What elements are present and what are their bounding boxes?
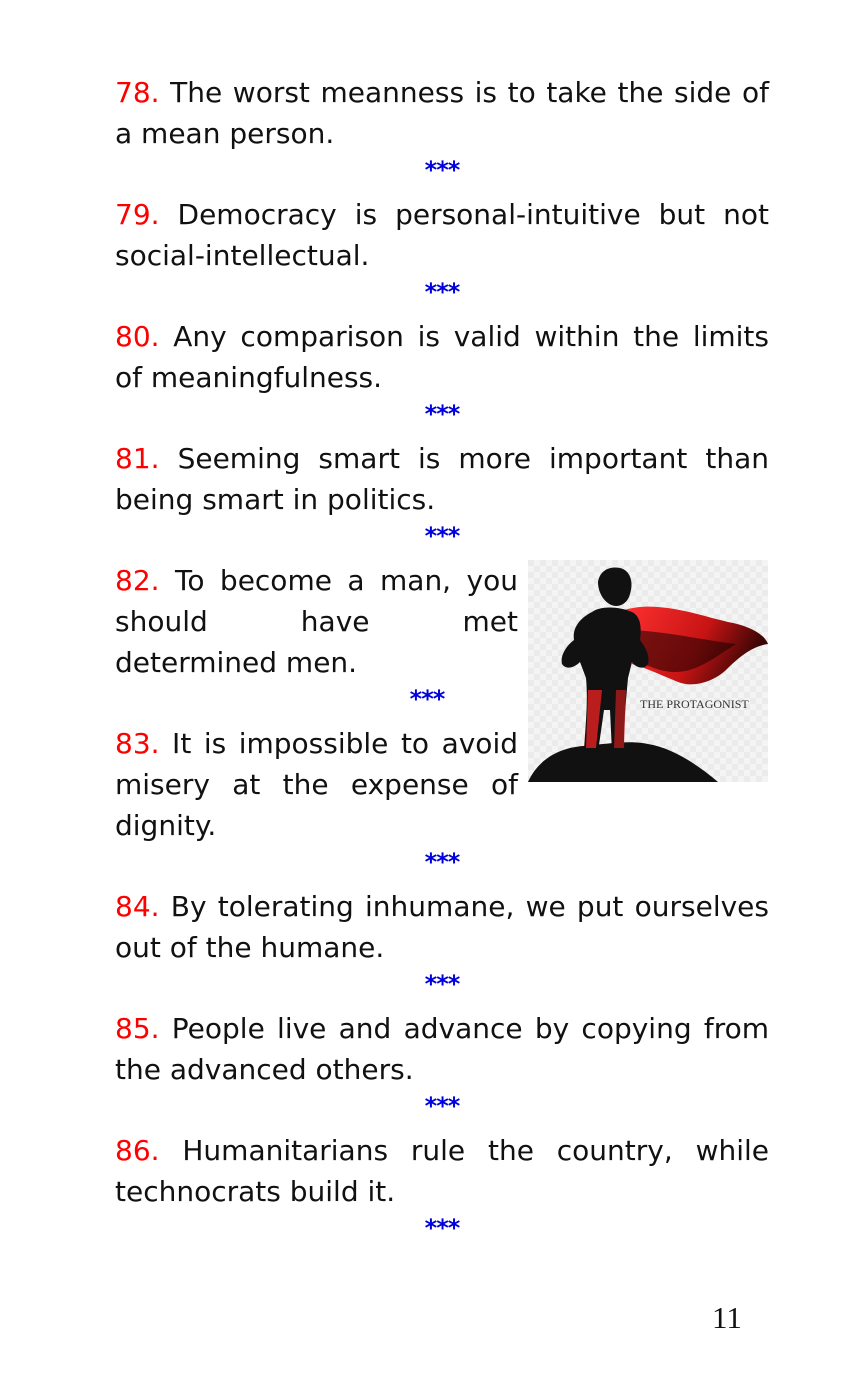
aphorism-86 (115, 1130, 769, 1212)
aphorism-number: 83. (115, 727, 160, 760)
aphorism-83 (115, 723, 518, 846)
aphorism-number: 81. (115, 442, 160, 475)
aphorism-78 (115, 72, 769, 154)
aphorism-text: Seeming smart is more important than being smart in politics. (115, 442, 769, 516)
separator: *** (424, 278, 460, 306)
aphorism-number: 86. (115, 1134, 160, 1167)
separator: *** (424, 156, 460, 184)
aphorism-number: 78. (115, 76, 160, 109)
aphorism-text: The worst meanness is to take the side of a mean person. (115, 76, 769, 150)
aphorism-text: It is impossible to avoid misery at the expense of dignity. (115, 727, 518, 842)
aphorism-text: By tolerating inhumane, we put ourselves out of the humane. (115, 890, 769, 964)
aphorism-80 (115, 316, 769, 398)
figure-section (115, 560, 769, 846)
separator: *** (424, 522, 460, 550)
aphorism-number: 82. (115, 564, 160, 597)
separator: *** (424, 400, 460, 428)
hero-silhouette-icon (528, 560, 768, 782)
protagonist-figure (528, 560, 768, 782)
aphorism-text: People live and advance by copying from the advanced others. (115, 1012, 769, 1086)
aphorism-84 (115, 886, 769, 968)
aphorism-82 (115, 560, 518, 683)
aphorism-79 (115, 194, 769, 276)
page-content (115, 72, 769, 1252)
aphorism-text: Any comparison is valid within the limits of meaningfulness. (115, 320, 769, 394)
aphorism-85 (115, 1008, 769, 1090)
aphorism-number: 84. (115, 890, 160, 923)
figure-caption: THE PROTAGONIST (640, 697, 749, 711)
aphorism-81 (115, 438, 769, 520)
separator: *** (409, 685, 445, 713)
separator: *** (424, 848, 460, 876)
aphorism-number: 79. (115, 198, 160, 231)
aphorism-number: 80. (115, 320, 160, 353)
separator: *** (424, 1092, 460, 1120)
aphorism-text: To become a man, you should have met determined men. (115, 564, 518, 679)
separator: *** (424, 1214, 460, 1242)
separator: *** (424, 970, 460, 998)
aphorism-number: 85. (115, 1012, 160, 1045)
page-number: 11 (712, 1300, 742, 1335)
aphorism-text: Democracy is personal-intuitive but not social-intellectual. (115, 198, 769, 272)
aphorism-text: Humanitarians rule the country, while technocrats build it. (115, 1134, 769, 1208)
figure-side-column (115, 560, 518, 846)
